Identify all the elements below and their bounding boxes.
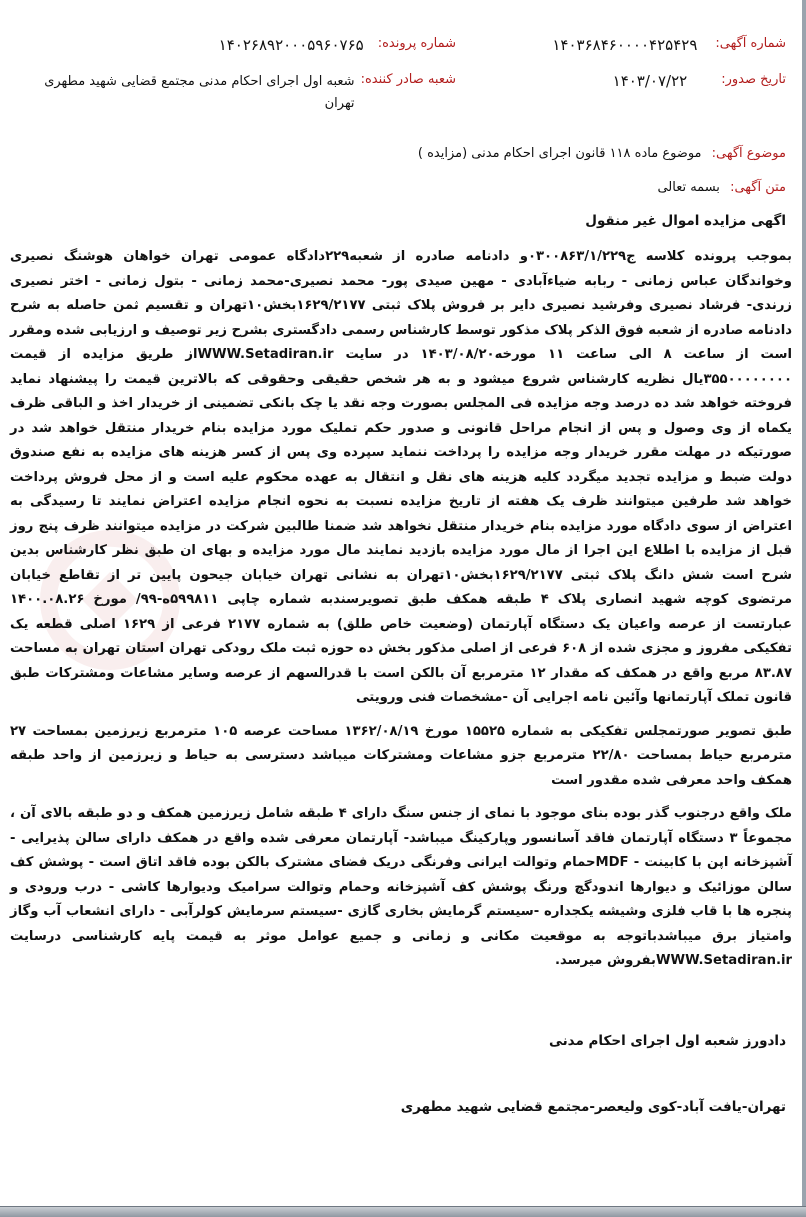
case-number: ۱۴۰۲۶۸۹۲۰۰۰۵۹۶۰۷۶۵ <box>218 36 364 54</box>
notice-number: ۱۴۰۳۶۸۴۶۰۰۰۰۴۲۵۴۲۹ <box>552 36 698 54</box>
issuer-cell <box>14 72 456 115</box>
subject-line <box>418 146 786 161</box>
notice-text-label: متن آگهی: <box>730 180 786 195</box>
issue-date-label: تاریخ صدور: <box>721 72 786 87</box>
invocation: بسمه تعالی <box>657 180 720 195</box>
subject-text: موضوع ماده ۱۱۸ قانون اجرای احکام مدنی (مزایده ) <box>417 146 702 161</box>
issuer: شعبه اول اجرای احکام مدنی مجتمع قضایی شهید مطهری تهران <box>44 74 355 111</box>
court-address: تهران-یافت آباد-کوی ولیعصر-مجتمع قضایی شهید مطهری <box>400 1099 786 1115</box>
notice-number-cell <box>456 36 786 54</box>
header-row-numbers <box>14 36 786 54</box>
bottom-frame-border <box>0 1207 806 1217</box>
notice-text-line <box>657 180 786 195</box>
case-number-label: شماره پرونده: <box>377 36 456 51</box>
issue-date-cell <box>456 72 786 115</box>
right-frame-border <box>802 0 806 1217</box>
case-number-cell <box>14 36 456 54</box>
notice-body <box>10 245 792 974</box>
body-paragraph: بموجب پرونده کلاسه ج۰۳۰۰۸۶۳/۱/۲۲۹و دادنامه صادره از شعبه۲۲۹دادگاه عمومی تهران خواهان هوشنگ نصیری وخواندگان عباس زمانی - ربابه ضیاءآبادی - مهین صیدی پور- محمد نصیری-محمد زمانی - بتول زمانی - اختر نصیری زرندی- فرشاد نصیری وفرشید نصیری دایر بر فروش پلاک ثبتی ۱۶۲۹/۲۱۷۷بخش۱۰تهران و تقسیم ثمن حاصله به شرح دادنامه صادره از شعبه فوق الذکر پلاک مذکور توسط کارشناس رسمی دادگستری بشرح زیر توصیف و ارزیابی شده ومقرر است از ساعت ۸ الی ساعت ۱۱ مورخه۱۴۰۳/۰۸/۲۰ در سایت WWW.Setadiran.irاز طریق مزایده از قیمت ۳۵۵۰۰۰۰۰۰۰۰یال نظریه کارشناس شروع میشود و به هر شخص حقیقی وحقوقی که بالاترین قیمت را پیشنهاد نماید فروخته خواهد شد ده درصد وجه مزایده فی المجلس بصورت وجه نقد یا چک بانکی تضمینی از خریدار اخذ و الباقی ظرف یکماه از وی وصول و پس از انجام مراحل قانونی و صدور حکم تملیک مورد مزایده بنام خریدار منتقل خواهد شد در صورتیکه در مهلت مقرر خریدار وجه مزایده را پرداخت ننماید سپرده وی پس از کسر هزینه های مزایده به نفع صندوق دولت ضبط و مزایده تجدید میگردد کلیه هزینه های نقل و انتقال به عهده محکوم علیه است و از محل فروش پرداخت خواهد شد طرفین میتوانند ظرف یک هفته از تاریخ مزایده نسبت به نحوه انجام مزایده اعتراض نمایند تا رسیدگی به اعتراض از سوی دادگاه مورد مزایده بنام خریدار منتقل نخواهد شد ضمنا طالبین شرکت در مزایده میتوانند ظرف پنج روز قبل از مزایده با اطلاع این اجرا از مال مورد مزایده بازدید نمایند مال مورد مزایده و بهای ان طبق نظر کارشناس بدین شرح است شش دانگ پلاک ثبتی ۱۶۲۹/۲۱۷۷بخش۱۰تهران به نشانی تهران خیابان جیحون پایین تر از تقاطع خیابان مرتضوی کوچه شهید انصاری پلاک ۴ طبقه همکف طبق تصویرسندبه شماره چاپی ۵۹۹۸۱۱ه-۹۹/ مورخ ۱۴۰۰.۰۸.۲۶ عبارتست از عرصه واعیان یک دستگاه آپارتمان (وضعیت خاص طلق) به شماره ۲۱۷۷ فرعی از ۱۶۲۹ اصلی قطعه یک تفکیکی مفروز و مجزی شده از ۶۰۸ فرعی از اصلی مذکور بخش ده حوزه ثبت ملک رودکی تهران استان تهران به مساحت ۸۳.۸۷ مربع واقع در همکف که مقدار ۱۲ مترمربع آن بالکن است با قدرالسهم از عرصه وسایر مشاعات ومشترکات طبق قانون تملک آپارتمانها وآئین نامه اجرایی آن -مشخصات فنی ورویتی <box>10 249 792 705</box>
notice-title: اگهی مزایده اموال غیر منقول <box>585 213 786 229</box>
notice-number-label: شماره آگهی: <box>715 36 786 51</box>
subject-label: موضوع آگهی: <box>711 146 786 161</box>
body-paragraph: ملک واقع درجنوب گذر بوده بنای موجود با نمای از جنس سنگ دارای ۴ طبقه شامل زیرزمین همکف و دو طبقه بالای آن ، مجموعاً ۳ دستگاه آپارتمان فاقد آسانسور وپارکینگ میباشد- آپارتمان معرفی شده واقع در همکف دارای سالن پذیرایی - آشپزخانه اپن با کابینت - MDFحمام وتوالت ایرانی وفرنگی دریک فضای مشترک بالکن بوده فاقد اتاق است - پوشش کف سالن موزائیک و دیوارها اندودگچ ورنگ پوشش کف آشپزخانه وحمام وتوالت سرامیک ودیوارها کاشی - درب ورودی و پنجره ها با قاب فلزی وشیشه یکجداره -سیستم گرمایش بخاری گازی -سیستم سرمایش کولرآبی - دارای انشعاب آب وگاز وامتیاز برق میباشدباتوجه به موقعیت مکانی و زمانی و جمیع عوامل موثر به قیمت پایه کارشناسی درسایت WWW.Setadiran.irبفروش میرسد. <box>10 806 793 968</box>
body-paragraph: طبق تصویر صورتمجلس تفکیکی به شماره ۱۵۵۲۵ مورخ ۱۳۶۲/۰۸/۱۹ مساحت عرصه ۱۰۵ مترمربع زیرزمین بمساحت ۲۷ مترمربع حیاط بمساحت ۲۲/۸۰ مترمربع جزو مشاعات ومشترکات میباشد دسترسی به حیاط و زیرزمین از واحد طبقه همکف واحد معرفی شده مقدور است <box>10 723 793 788</box>
header-row-date-issuer <box>14 72 786 115</box>
closing-signature: دادورز شعبه اول اجرای احکام مدنی <box>548 1033 786 1049</box>
issue-date: ۱۴۰۳/۰۷/۲۲ <box>612 72 688 90</box>
issuer-label: شعبه صادر کننده: <box>360 72 456 87</box>
